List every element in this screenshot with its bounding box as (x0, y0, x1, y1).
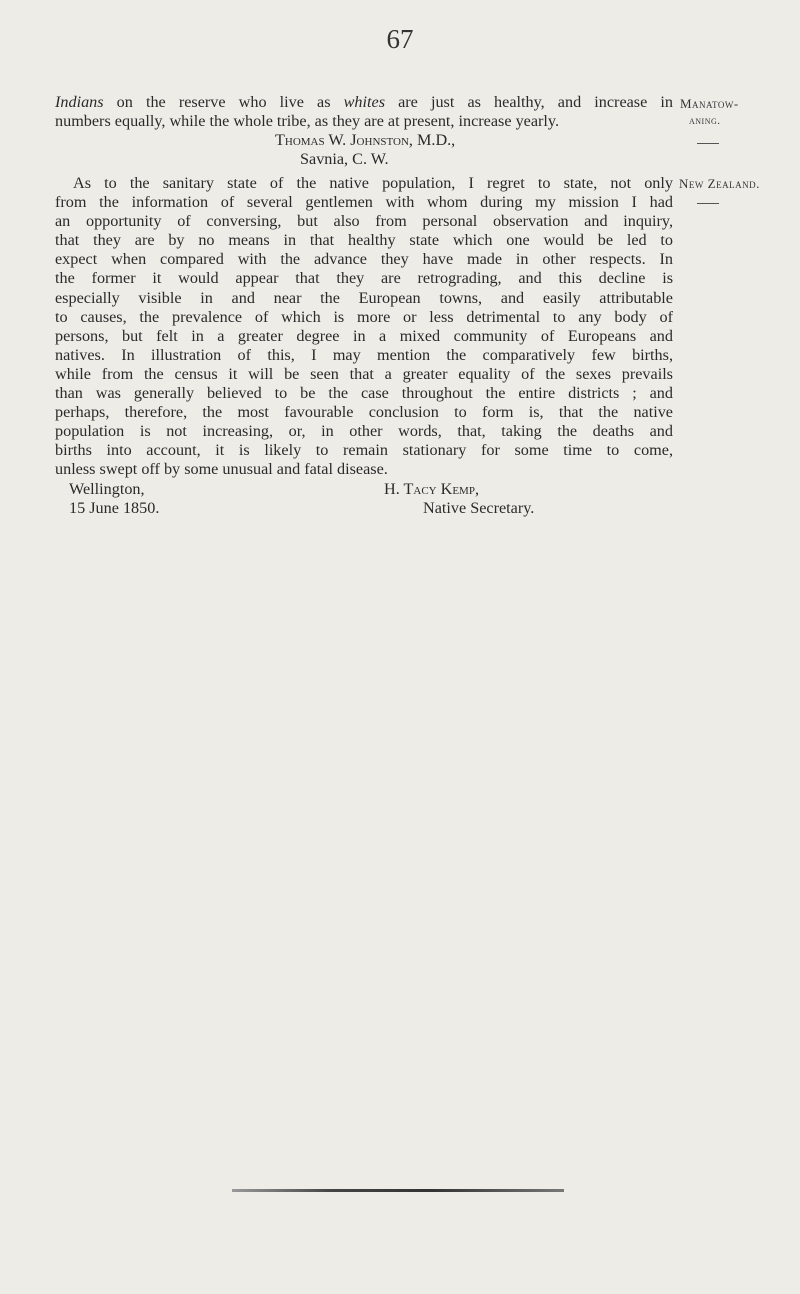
page-number: 67 (386, 24, 414, 54)
paragraph-line: expect when compared with the advance they have made in other respects. In (55, 250, 673, 269)
signature-name: H. Tacy Kemp, (384, 479, 480, 498)
new-zealand-report (55, 174, 673, 518)
manatowaning-report (55, 93, 673, 169)
paragraph-line: especially visible in and near the European towns, and easily attributable (55, 288, 673, 307)
sidenote-divider (697, 203, 719, 204)
italic-word: whites (343, 93, 385, 111)
paragraph-line: unless swept off by some unusual and fatal disease. (55, 460, 388, 479)
signature-name: Thomas W. Johnston, M.D., (275, 131, 456, 150)
sidenote-new-zealand: New Zealand. (679, 176, 760, 191)
paragraph-line: population is not increasing, or, in other words, that, taking the deaths and (55, 422, 673, 441)
letter-place: Wellington, (69, 479, 145, 498)
paragraph-line: from the information of several gentlemen with whom during my mission I had (55, 193, 673, 212)
paragraph-line: numbers equally, while the whole tribe, as they are at present, increase yearly. (55, 112, 560, 131)
signature-line (55, 499, 673, 518)
paragraph-line: births into account, it is likely to remain stationary for some time to come, (55, 441, 673, 460)
signature-line (55, 150, 673, 169)
italic-word: Indians (55, 93, 104, 111)
paragraph-line: perhaps, therefore, the most favourable conclusion to form is, that the native (55, 403, 673, 422)
paragraph-line: while from the census it will be seen that a greater equality of the sexes prevails (55, 364, 673, 383)
paragraph-line: to causes, the prevalence of which is more or less detrimental to any body of (55, 307, 673, 326)
sidenote-divider (697, 143, 719, 144)
sidenote-manatowaning: Manatow- aning. (680, 96, 739, 127)
paragraph-line: As to the sanitary state of the native population, I regret to state, not only (73, 174, 673, 192)
paragraph-line: than was generally believed to be the case throughout the entire districts ; and (55, 384, 673, 403)
paragraph-line: Indians on the reserve who live as whites are just as healthy, and increase in (55, 93, 673, 111)
paragraph-line: natives. In illustration of this, I may mention the comparatively few births, (55, 345, 673, 364)
paragraph-line: an opportunity of conversing, but also from personal observation and inquiry, (55, 212, 673, 231)
signature-title: Native Secretary. (423, 498, 535, 517)
signature-line (55, 480, 673, 499)
letter-date: 15 June 1850. (69, 498, 160, 517)
bottom-rule (232, 1189, 564, 1192)
paragraph-line: persons, but felt in a greater degree in a mixed community of Europeans and (55, 326, 673, 345)
signature-line (55, 131, 673, 150)
signature-place: Savnia, C. W. (300, 150, 389, 169)
paragraph-line: the former it would appear that they are retrograding, and this decline is (55, 269, 673, 288)
paragraph-line: that they are by no means in that healthy state which one would be led to (55, 231, 673, 250)
